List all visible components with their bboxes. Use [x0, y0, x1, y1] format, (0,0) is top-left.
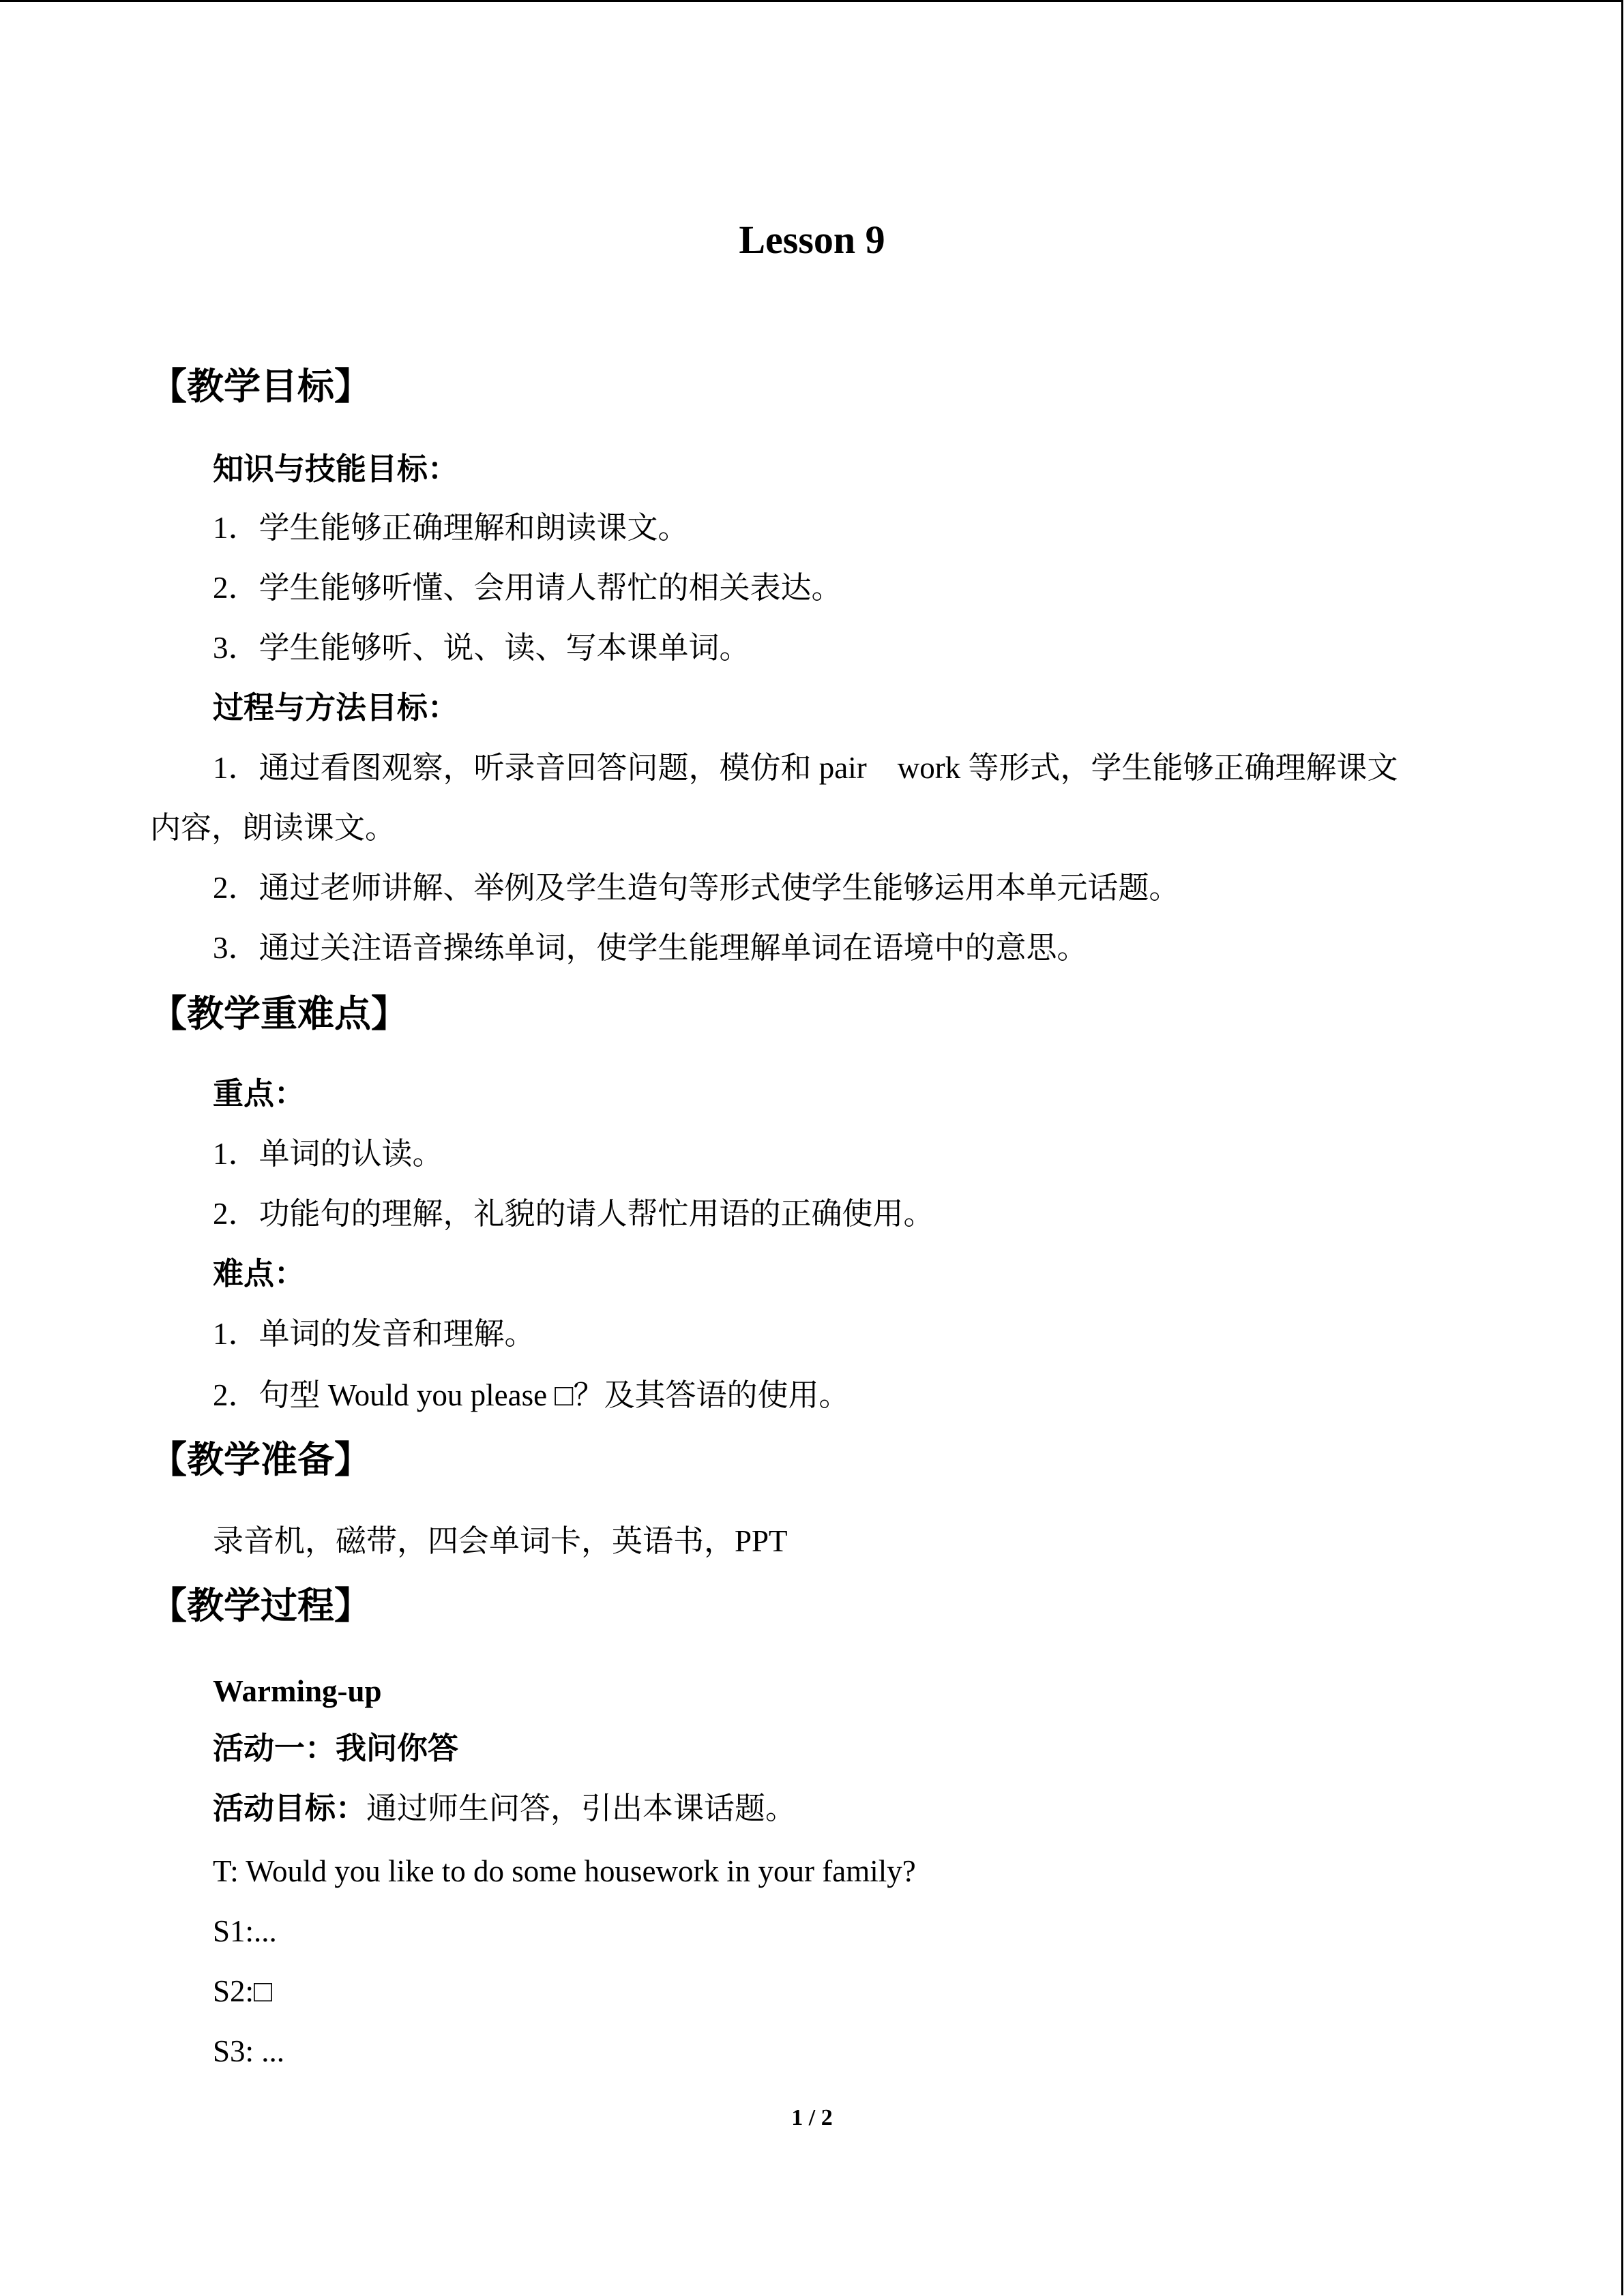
subheading-difficulty: 难点： — [213, 1257, 306, 1291]
document-title: Lesson 9 — [739, 218, 885, 262]
activity-goal — [213, 1788, 796, 1829]
process-item-1-line-1: 1．通过看图观察，听录音回答问题，模仿和 pair work 等形式，学生能够正确理解课文 — [213, 751, 1398, 785]
knowledge-item-2: 2．学生能够听懂、会用请人帮忙的相关表达。 — [213, 571, 842, 605]
activity-goal-label: 活动目标： — [213, 1791, 367, 1825]
dialogue-line-s1: S1:... — [213, 1914, 277, 1948]
section-heading-process: 【教学过程】 — [150, 1585, 371, 1626]
subheading-knowledge: 知识与技能目标： — [213, 452, 459, 486]
dialogue-line-s3: S3: ... — [213, 2034, 285, 2068]
section-heading-preparation: 【教学准备】 — [150, 1440, 371, 1480]
process-item-2: 2．通过老师讲解、举例及学生造句等形式使学生能够运用本单元话题。 — [213, 871, 1180, 905]
section-heading-objectives: 【教学目标】 — [150, 366, 371, 407]
process-item-3: 3．通过关注语音操练单词，使学生能理解单词在语境中的意思。 — [213, 931, 1088, 965]
dialogue-line-s2: S2:□ — [213, 1974, 273, 2008]
difficulty-item-2: 2．句型 Would you please □？及其答语的使用。 — [213, 1378, 850, 1412]
focus-item-1: 1．单词的认读。 — [213, 1137, 443, 1171]
knowledge-item-1: 1．学生能够正确理解和朗读课文。 — [213, 511, 689, 545]
preparation-text: 录音机，磁带，四会单词卡，英语书，PPT — [213, 1524, 788, 1558]
difficulty-item-1: 1．单词的发音和理解。 — [213, 1317, 535, 1351]
knowledge-item-3: 3．学生能够听、说、读、写本课单词。 — [213, 631, 750, 665]
section-heading-key-points: 【教学重难点】 — [150, 994, 408, 1034]
page-number: 1 / 2 — [791, 2105, 833, 2130]
warmup-heading: Warming-up — [213, 1674, 382, 1708]
focus-item-2: 2．功能句的理解，礼貌的请人帮忙用语的正确使用。 — [213, 1197, 934, 1231]
subheading-process: 过程与方法目标： — [213, 691, 459, 725]
activity-title: 活动一：我问你答 — [213, 1731, 459, 1765]
dialogue-line-teacher: T: Would you like to do some housework in your family? — [213, 1854, 916, 1888]
subheading-focus: 重点： — [213, 1077, 306, 1111]
process-item-1-line-2: 内容，朗读课文。 — [150, 811, 396, 845]
activity-goal-text: 通过师生问答，引出本课话题。 — [366, 1791, 797, 1825]
